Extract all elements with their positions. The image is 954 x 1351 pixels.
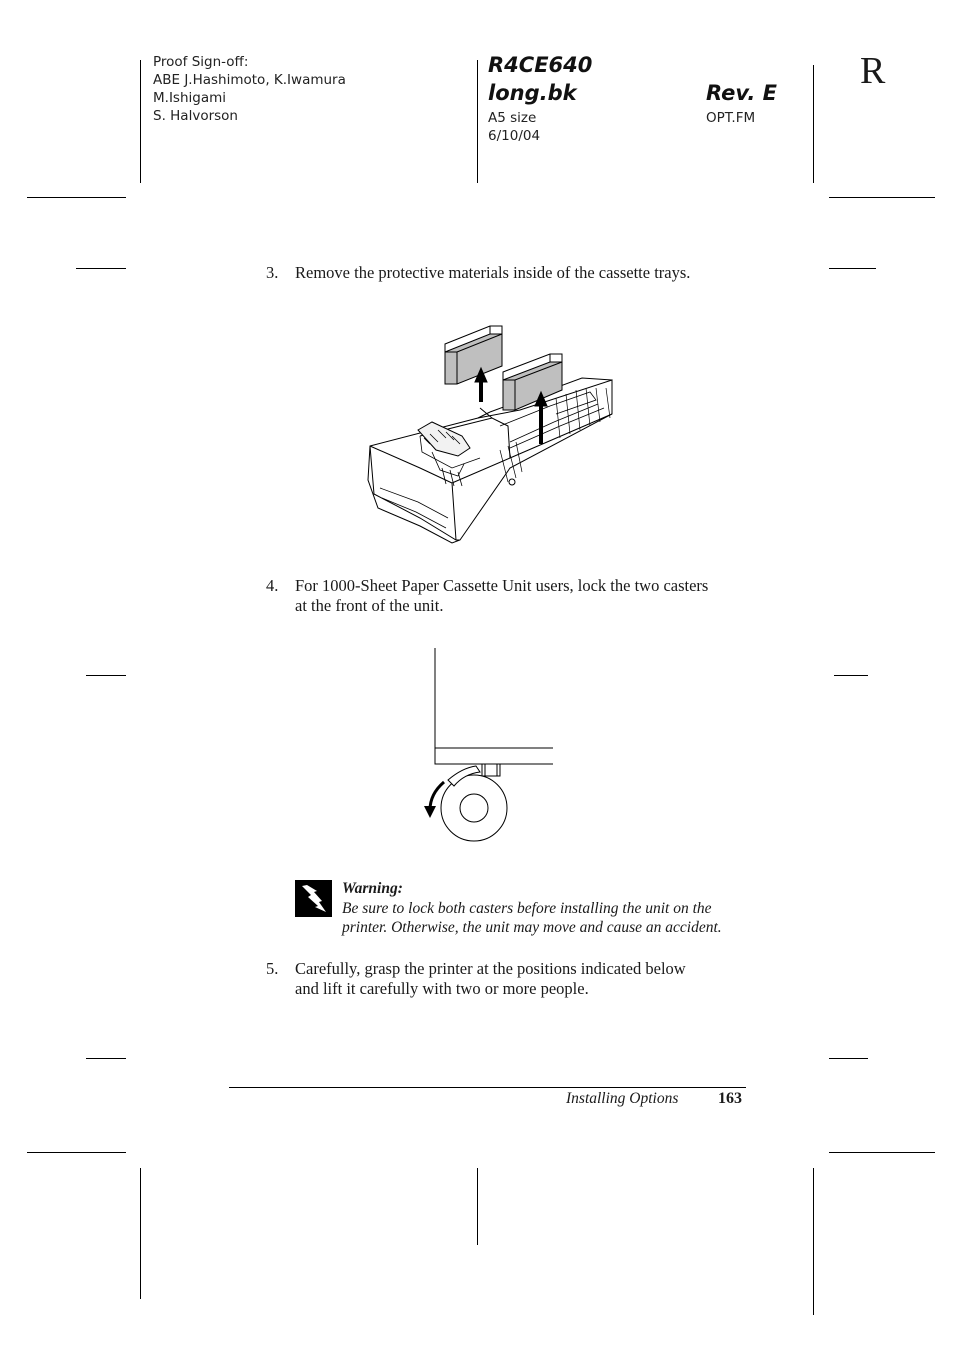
step-text: and lift it carefully with two or more people. — [295, 979, 589, 998]
doc-date: 6/10/04 — [488, 128, 541, 144]
footer-rule — [229, 1087, 746, 1088]
warning-block — [342, 879, 762, 938]
crop-mark — [813, 1168, 814, 1315]
step-text: at the front of the unit. — [295, 596, 444, 615]
crop-mark — [829, 1058, 868, 1059]
crop-mark — [27, 1152, 126, 1153]
step-5 — [266, 959, 756, 1001]
warning-title: Warning: — [342, 880, 403, 897]
crop-mark — [140, 60, 141, 183]
caster-lock-illustration — [418, 648, 558, 844]
proof-signoff-name: ABE J.Hashimoto, K.Iwamura — [153, 72, 346, 88]
crop-mark — [86, 1058, 126, 1059]
step-text: For 1000-Sheet Paper Cassette Unit users, lock the two casters — [295, 576, 709, 595]
step-number: 5. — [266, 959, 279, 978]
doc-code: R4CE640 — [488, 53, 593, 77]
step-4 — [266, 576, 756, 618]
step-number: 4. — [266, 576, 279, 595]
step-text: Carefully, grasp the printer at the positions indicated below — [295, 959, 686, 978]
crop-mark — [829, 1152, 935, 1153]
page-number: 163 — [718, 1090, 742, 1107]
crop-mark — [86, 675, 126, 676]
side-letter: R — [860, 50, 886, 92]
crop-mark — [829, 268, 876, 269]
cassette-tray-illustration — [360, 318, 620, 546]
crop-mark — [813, 65, 814, 183]
warning-lightning-icon — [295, 880, 332, 917]
footer-section: Installing Options — [566, 1090, 679, 1107]
revision: Rev. E — [706, 81, 777, 105]
crop-mark — [477, 1168, 478, 1245]
warning-text: Be sure to lock both casters before installing the unit on the — [342, 899, 712, 917]
crop-mark — [76, 268, 126, 269]
step-number: 3. — [266, 263, 279, 282]
step-3 — [266, 263, 756, 285]
crop-mark — [140, 1168, 141, 1299]
proof-signoff-name: S. Halvorson — [153, 108, 238, 124]
file-name: OPT.FM — [706, 110, 756, 126]
step-text: Remove the protective materials inside of the cassette trays. — [295, 263, 691, 282]
warning-text: printer. Otherwise, the unit may move and cause an accident. — [342, 919, 722, 936]
proof-signoff-block — [153, 53, 346, 125]
crop-mark — [27, 197, 126, 198]
crop-mark — [829, 197, 935, 198]
paper-size: A5 size — [488, 110, 537, 126]
book-file: long.bk — [488, 81, 577, 105]
proof-signoff-name: M.Ishigami — [153, 90, 227, 106]
crop-mark — [477, 60, 478, 183]
proof-signoff-label: Proof Sign-off: — [153, 54, 249, 70]
crop-mark — [834, 675, 868, 676]
